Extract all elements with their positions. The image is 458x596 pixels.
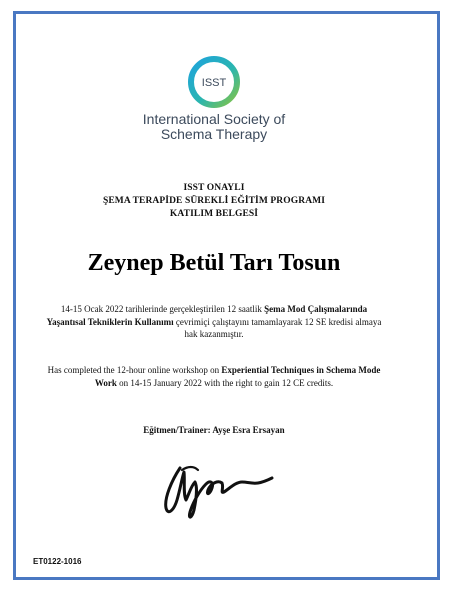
turkish-text-part1: 14-15 Ocak 2022 tarihlerinde gerçekleştirilen 12 saatlik bbox=[60, 304, 265, 314]
turkish-workshop-title: Şema Mod Çalışmalarında Yaşantısal Tekniklerin Kullanımı bbox=[46, 304, 368, 327]
certificate-headline bbox=[40, 182, 388, 221]
english-workshop-title: Experiential Techniques in Schema Mode Work bbox=[94, 365, 381, 388]
certificate-code: ET0122-1016 bbox=[33, 557, 82, 566]
trainer-line: Eğitmen/Trainer: Ayşe Esra Ersayan bbox=[143, 425, 285, 435]
turkish-text-part2: çevrimiçi çalıştayını tamamlayarak 12 SE kredisi almaya hak kazanmıştır. bbox=[173, 316, 382, 339]
english-text-part2: on 14-15 January 2022 with the right to gain 12 CE credits. bbox=[116, 377, 334, 388]
recipient-name: Zeynep Betül Tarı Tosun bbox=[87, 250, 341, 276]
turkish-description bbox=[46, 303, 382, 341]
organization-name bbox=[100, 112, 328, 142]
headline-line3: KATILIM BELGESİ bbox=[169, 209, 259, 219]
headline-line1: ISST ONAYLI bbox=[183, 183, 245, 193]
logo-text: ISST bbox=[201, 77, 227, 89]
english-description bbox=[46, 364, 382, 389]
organization-name-line1: International Society of bbox=[142, 111, 286, 127]
headline-line2: ŞEMA TERAPİDE SÜREKLİ EĞİTİM PROGRAMI bbox=[102, 196, 326, 206]
isst-logo-icon bbox=[187, 55, 241, 109]
english-text-part1: Has completed the 12-hour online workshop on bbox=[47, 365, 222, 375]
trainer-signature-icon bbox=[158, 450, 276, 522]
organization-name-line2: Schema Therapy bbox=[160, 126, 268, 142]
